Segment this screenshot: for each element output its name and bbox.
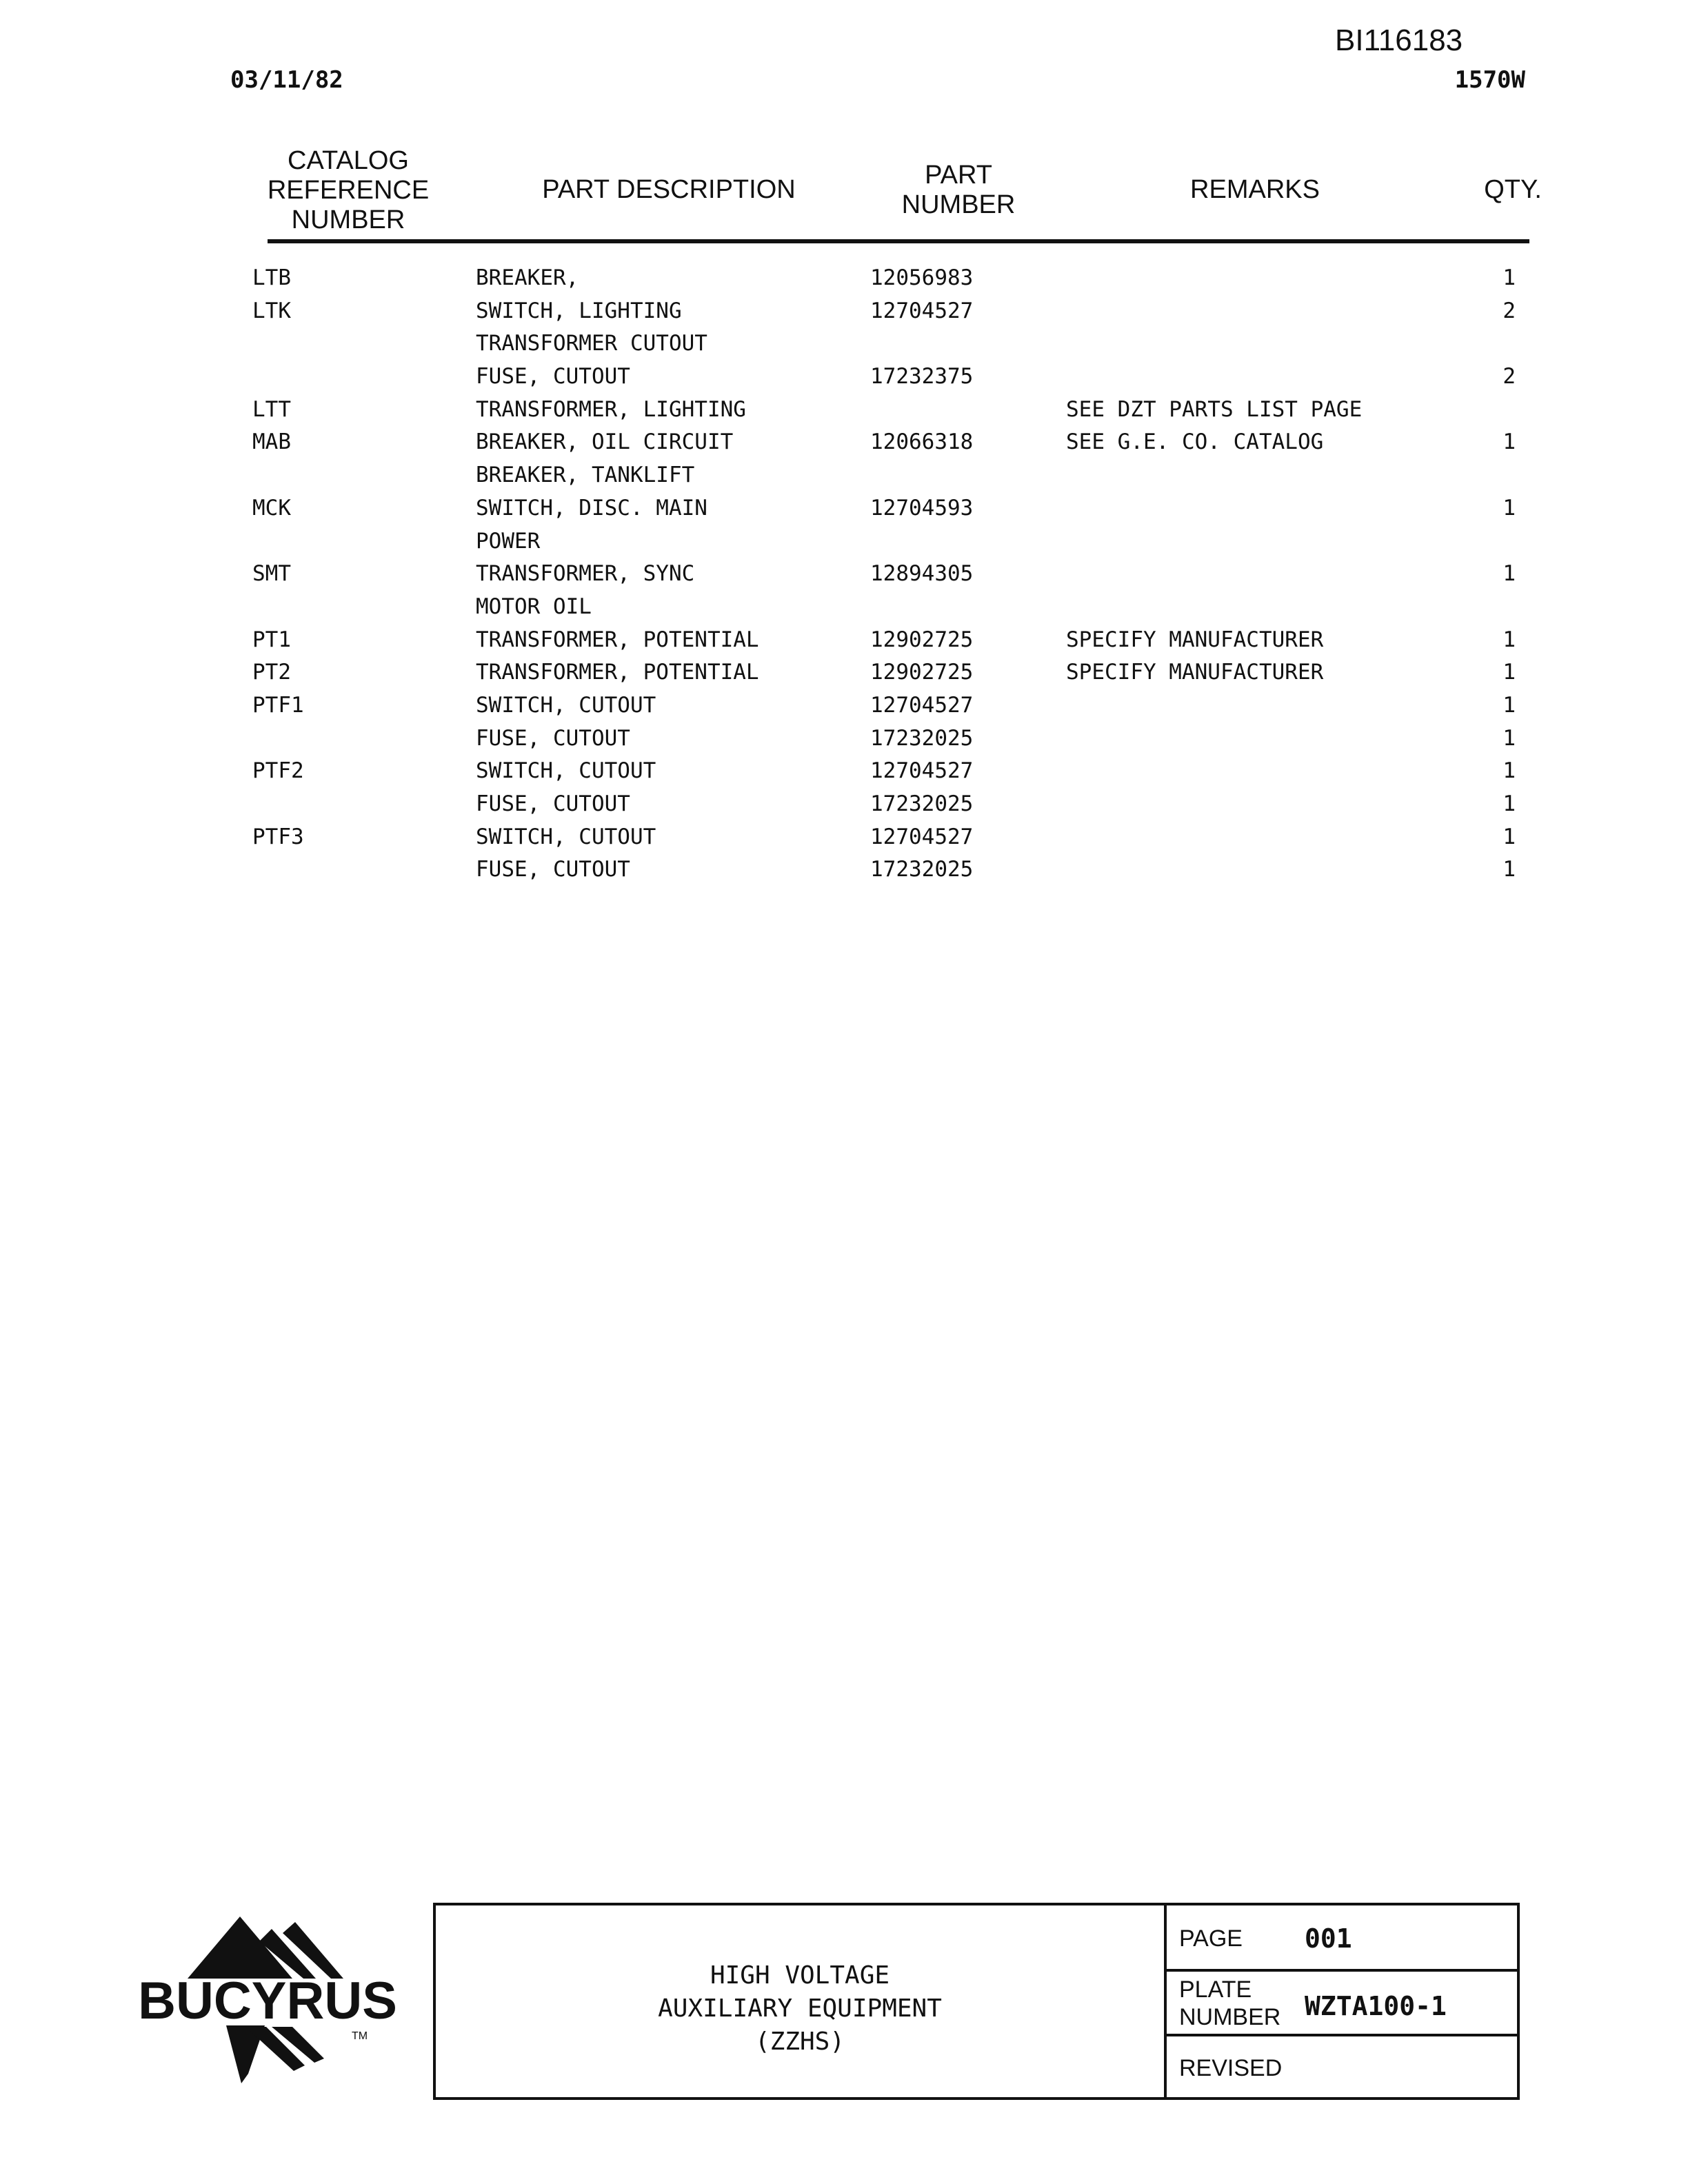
title-block-rule <box>1167 1969 1517 1972</box>
qty-cell: 1 <box>1503 725 1516 751</box>
parts-table <box>0 262 1688 887</box>
part-number-cell: 12894305 <box>870 561 974 587</box>
header-rule <box>268 239 1529 243</box>
part-number-cell: 12902725 <box>870 660 974 685</box>
catalog-ref-cell: PT2 <box>252 660 291 685</box>
table-row <box>0 492 1688 525</box>
remarks-cell: SEE DZT PARTS LIST PAGE <box>1066 396 1363 422</box>
plate-label-line: PLATE <box>1179 1976 1252 2003</box>
description-cell: SWITCH, CUTOUT <box>476 824 656 849</box>
plate-label-line: NUMBER <box>1179 2004 1281 2030</box>
qty-cell: 2 <box>1503 364 1516 390</box>
col-header-line: CATALOG <box>288 146 409 175</box>
description-cell: SWITCH, CUTOUT <box>476 758 656 784</box>
page-label: PAGE <box>1179 1925 1243 1952</box>
logo-wordmark: BUCYRUS <box>138 1972 397 2030</box>
table-row <box>0 689 1688 722</box>
part-number-cell: 12704527 <box>870 692 974 718</box>
remarks-cell: SPECIFY MANUFACTURER <box>1066 627 1324 652</box>
col-header-line: NUMBER <box>901 190 1016 219</box>
catalog-ref-cell: LTT <box>252 396 291 422</box>
qty-cell: 1 <box>1503 824 1516 849</box>
part-number-cell: 17232375 <box>870 364 974 390</box>
qty-cell: 2 <box>1503 298 1516 323</box>
part-number-cell: 17232025 <box>870 725 974 751</box>
qty-cell: 1 <box>1503 857 1516 882</box>
qty-cell: 1 <box>1503 495 1516 520</box>
table-row <box>0 853 1688 887</box>
plate-number-value: WZTA100-1 <box>1305 1991 1447 2021</box>
part-number-cell: 12704527 <box>870 824 974 849</box>
description-cell: FUSE, CUTOUT <box>476 791 630 816</box>
bucyrus-logo <box>124 1903 414 2103</box>
qty-cell: 1 <box>1503 660 1516 685</box>
table-row <box>0 394 1688 427</box>
title-line: (ZZHS) <box>754 2028 845 2056</box>
drawing-title <box>436 1959 1164 2059</box>
col-header-catalog-reference <box>262 146 434 235</box>
qty-cell: 1 <box>1503 627 1516 652</box>
description-cell: BREAKER, OIL CIRCUIT <box>476 429 734 455</box>
table-row <box>0 788 1688 821</box>
table-row <box>0 262 1688 295</box>
catalog-ref-cell: PTF3 <box>252 824 304 849</box>
table-row <box>0 656 1688 689</box>
catalog-ref-cell: LTK <box>252 298 291 323</box>
title-line: AUXILIARY EQUIPMENT <box>658 1994 942 2023</box>
table-row <box>0 755 1688 788</box>
catalog-ref-cell: MCK <box>252 495 291 520</box>
part-number-cell: 12704527 <box>870 758 974 784</box>
table-row <box>0 327 1688 361</box>
table-row <box>0 558 1688 591</box>
description-cell: SWITCH, DISC. MAIN <box>476 495 707 520</box>
col-header-line: NUMBER <box>291 205 405 234</box>
qty-cell: 1 <box>1503 561 1516 587</box>
part-number-cell: 17232025 <box>870 791 974 816</box>
title-block-rule <box>1167 2034 1517 2036</box>
page-value: 001 <box>1305 1923 1352 1954</box>
title-block <box>433 1903 1520 2100</box>
col-header-qty: QTY. <box>1484 175 1542 204</box>
description-cell: TRANSFORMER, LIGHTING <box>476 396 746 422</box>
table-row <box>0 591 1688 624</box>
catalog-ref-cell: LTB <box>252 265 291 290</box>
qty-cell: 1 <box>1503 265 1516 290</box>
table-row <box>0 722 1688 756</box>
table-row <box>0 459 1688 492</box>
col-header-part-number <box>876 161 1041 220</box>
table-row <box>0 525 1688 558</box>
description-cell: TRANSFORMER, POTENTIAL <box>476 660 759 685</box>
description-cell: FUSE, CUTOUT <box>476 725 630 751</box>
catalog-ref-cell: SMT <box>252 561 291 587</box>
catalog-ref-cell: MAB <box>252 429 291 455</box>
logo-trademark: TM <box>352 2030 368 2042</box>
document-date: 03/11/82 <box>230 66 343 94</box>
description-cell: FUSE, CUTOUT <box>476 857 630 882</box>
description-cell: FUSE, CUTOUT <box>476 364 630 390</box>
qty-cell: 1 <box>1503 758 1516 784</box>
plate-number-label <box>1179 1976 1280 2031</box>
part-number-cell: 12066318 <box>870 429 974 455</box>
description-cell: BREAKER, TANKLIFT <box>476 463 695 488</box>
part-number-cell: 12704593 <box>870 495 974 520</box>
part-number-cell: 17232025 <box>870 857 974 882</box>
description-cell: BREAKER, <box>476 265 579 290</box>
col-header-line: PART <box>925 161 992 190</box>
table-row <box>0 295 1688 328</box>
description-cell: TRANSFORMER, POTENTIAL <box>476 627 759 652</box>
remarks-cell: SEE G.E. CO. CATALOG <box>1066 429 1324 455</box>
part-number-cell: 12902725 <box>870 627 974 652</box>
col-header-part-description: PART DESCRIPTION <box>542 175 796 204</box>
part-number-cell: 12056983 <box>870 265 974 290</box>
description-cell: POWER <box>476 528 541 554</box>
description-cell: TRANSFORMER, SYNC <box>476 561 695 587</box>
description-cell: TRANSFORMER CUTOUT <box>476 331 707 356</box>
catalog-ref-cell: PTF1 <box>252 692 304 718</box>
qty-cell: 1 <box>1503 692 1516 718</box>
description-cell: SWITCH, LIGHTING <box>476 298 682 323</box>
part-number-cell: 12704527 <box>870 298 974 323</box>
qty-cell: 1 <box>1503 429 1516 455</box>
remarks-cell: SPECIFY MANUFACTURER <box>1066 660 1324 685</box>
description-cell: MOTOR OIL <box>476 594 592 619</box>
title-line: HIGH VOLTAGE <box>710 1961 890 1990</box>
table-row <box>0 821 1688 854</box>
col-header-line: REFERENCE <box>267 176 430 205</box>
qty-cell: 1 <box>1503 791 1516 816</box>
description-cell: SWITCH, CUTOUT <box>476 692 656 718</box>
title-block-divider <box>1164 1905 1167 2097</box>
revised-label: REVISED <box>1179 2055 1283 2081</box>
table-row <box>0 624 1688 657</box>
catalog-ref-cell: PT1 <box>252 627 291 652</box>
catalog-ref-cell: PTF2 <box>252 758 304 784</box>
table-row <box>0 426 1688 459</box>
col-header-remarks: REMARKS <box>1190 175 1320 204</box>
table-row <box>0 361 1688 394</box>
document-id: BI116183 <box>1335 23 1463 57</box>
model-number: 1570W <box>1454 66 1525 94</box>
